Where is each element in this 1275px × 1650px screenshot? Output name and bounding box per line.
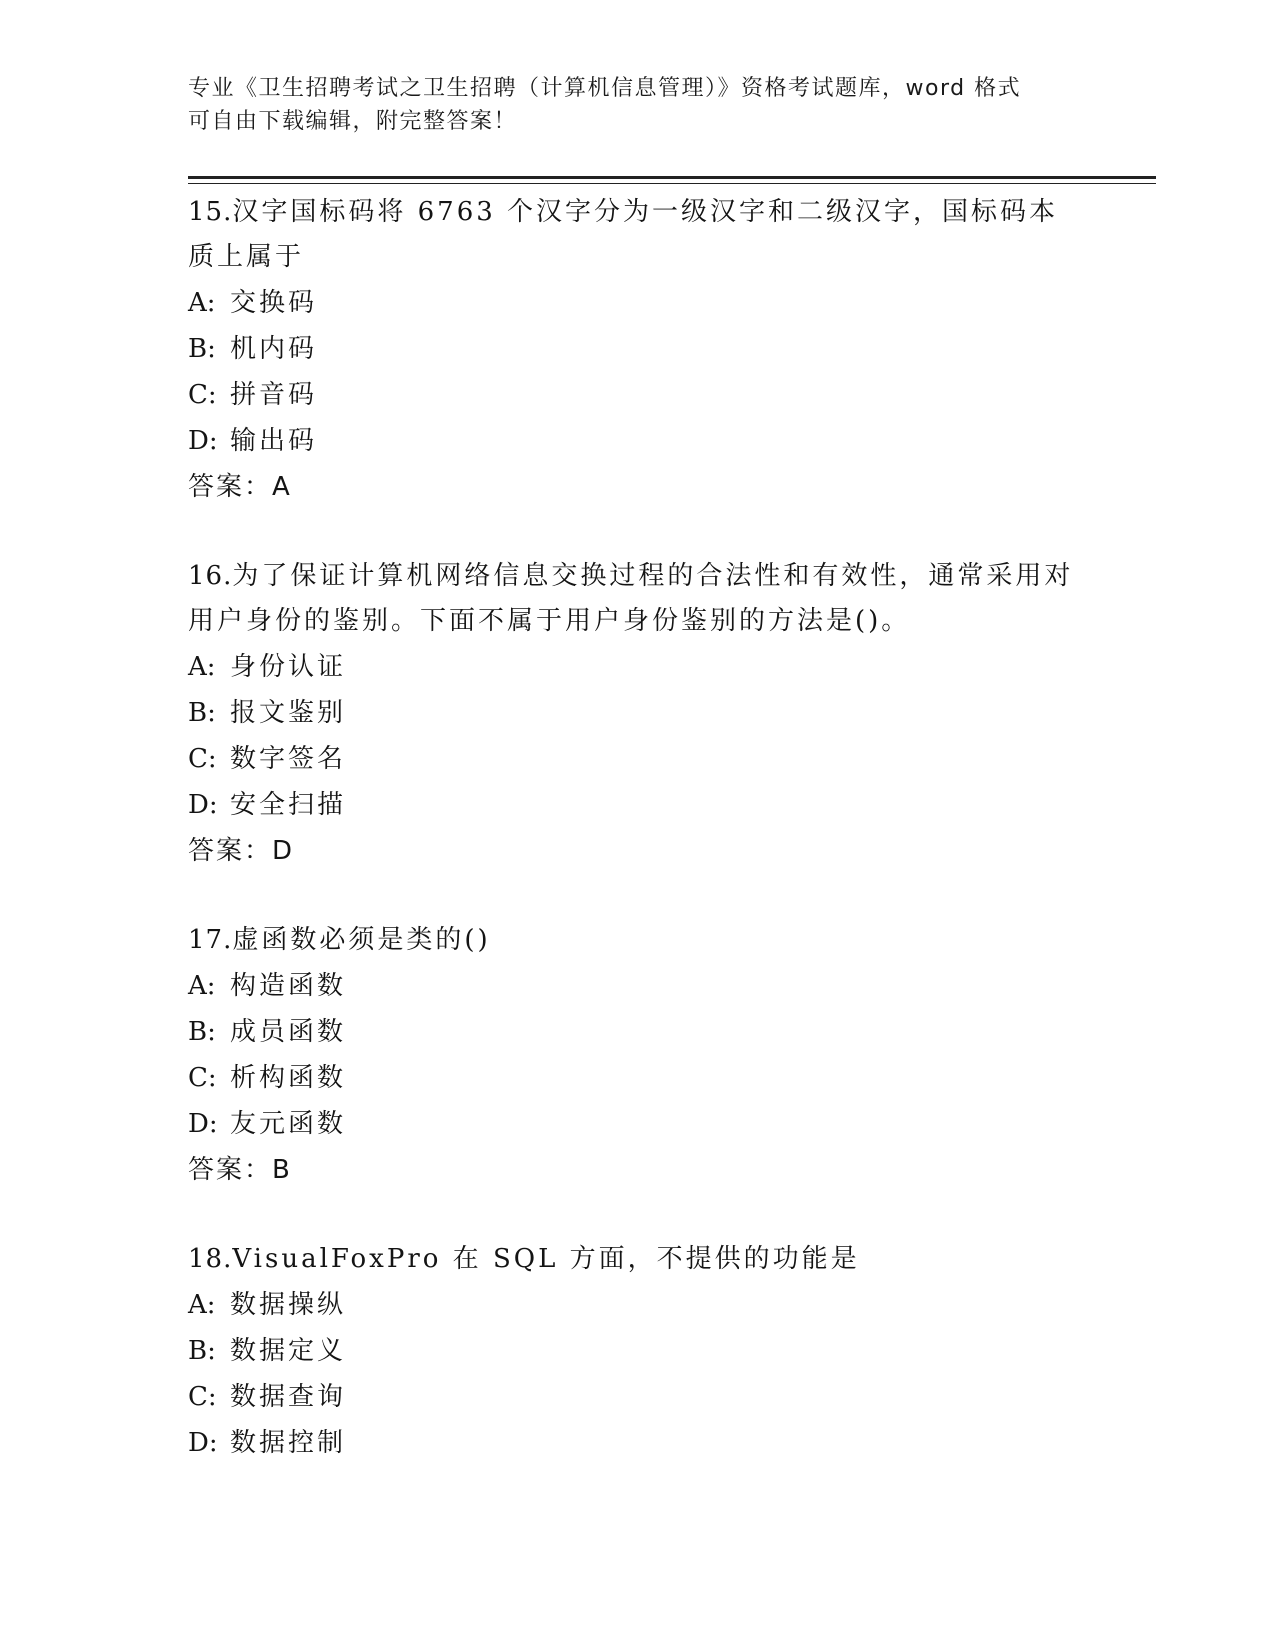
option-letter: A:: [188, 652, 216, 682]
option-text: 输出码: [230, 426, 318, 456]
option-c: [188, 1374, 1088, 1420]
option-letter: A:: [188, 1290, 216, 1320]
header-divider-thick: [188, 176, 1156, 179]
option-text: 安全扫描: [230, 790, 347, 820]
question-text: 为了保证计算机网络信息交换过程的合法性和有效性，通常采用对用户身份的鉴别。下面不属于用户身份鉴别的方法是()。: [188, 561, 1074, 636]
option-letter: B:: [188, 1336, 216, 1366]
question-16: [188, 554, 1088, 874]
question-text: 汉字国标码将 6763 个汉字分为一级汉字和二级汉字，国标码本质上属于: [188, 197, 1059, 272]
option-text: 拼音码: [230, 380, 318, 410]
option-text: 数据查询: [230, 1382, 347, 1412]
option-text: 身份认证: [230, 652, 347, 682]
header-line-2: 可自由下载编辑，附完整答案！: [188, 109, 518, 134]
option-text: 构造函数: [230, 971, 347, 1001]
option-letter: A:: [188, 288, 216, 318]
option-b: [188, 1328, 1088, 1374]
answer-line: 答案：B: [188, 1155, 292, 1185]
option-letter: B:: [188, 334, 216, 364]
option-d: [188, 1101, 1088, 1147]
option-text: 友元函数: [230, 1109, 347, 1139]
question-stem: [188, 918, 1078, 963]
option-text: 数据定义: [230, 1336, 347, 1366]
option-b: [188, 1009, 1088, 1055]
option-letter: D:: [188, 1428, 218, 1458]
option-letter: C:: [188, 1382, 217, 1412]
document-header: [188, 72, 1088, 138]
option-letter: D:: [188, 1109, 218, 1139]
option-a: [188, 1282, 1088, 1328]
question-list: [188, 190, 1088, 1510]
option-a: [188, 963, 1088, 1009]
option-text: 数据操纵: [230, 1290, 347, 1320]
option-text: 机内码: [230, 334, 318, 364]
option-b: [188, 690, 1088, 736]
option-d: [188, 782, 1088, 828]
question-number: 18.: [188, 1244, 233, 1274]
option-b: [188, 326, 1088, 372]
question-stem: [188, 190, 1078, 280]
question-18: [188, 1237, 1088, 1466]
option-letter: A:: [188, 971, 216, 1001]
option-d: [188, 1420, 1088, 1466]
option-letter: B:: [188, 1017, 216, 1047]
header-divider-thin: [188, 183, 1156, 184]
question-15: [188, 190, 1088, 510]
option-c: [188, 372, 1088, 418]
answer-line: 答案：A: [188, 472, 292, 502]
question-number: 15.: [188, 197, 233, 227]
option-text: 报文鉴别: [230, 698, 347, 728]
option-a: [188, 644, 1088, 690]
option-letter: D:: [188, 790, 218, 820]
question-text: 虚函数必须是类的(): [232, 925, 491, 955]
option-text: 数据控制: [230, 1428, 347, 1458]
question-text: VisualFoxPro 在 SQL 方面，不提供的功能是: [232, 1244, 860, 1274]
question-number: 16.: [188, 561, 233, 591]
question-stem: [188, 554, 1078, 644]
option-letter: D:: [188, 426, 218, 456]
option-letter: C:: [188, 1063, 217, 1093]
question-17: [188, 918, 1088, 1193]
option-a: [188, 280, 1088, 326]
option-letter: C:: [188, 380, 217, 410]
answer-line: 答案：D: [188, 836, 295, 866]
question-stem: [188, 1237, 1078, 1282]
question-number: 17.: [188, 925, 233, 955]
option-letter: C:: [188, 744, 217, 774]
option-c: [188, 1055, 1088, 1101]
option-letter: B:: [188, 698, 216, 728]
option-text: 析构函数: [230, 1063, 347, 1093]
option-text: 交换码: [230, 288, 318, 318]
header-line-1: 专业《卫生招聘考试之卫生招聘（计算机信息管理）》资格考试题库，word 格式: [188, 76, 1022, 101]
option-text: 数字签名: [230, 744, 347, 774]
option-c: [188, 736, 1088, 782]
option-d: [188, 418, 1088, 464]
option-text: 成员函数: [230, 1017, 347, 1047]
